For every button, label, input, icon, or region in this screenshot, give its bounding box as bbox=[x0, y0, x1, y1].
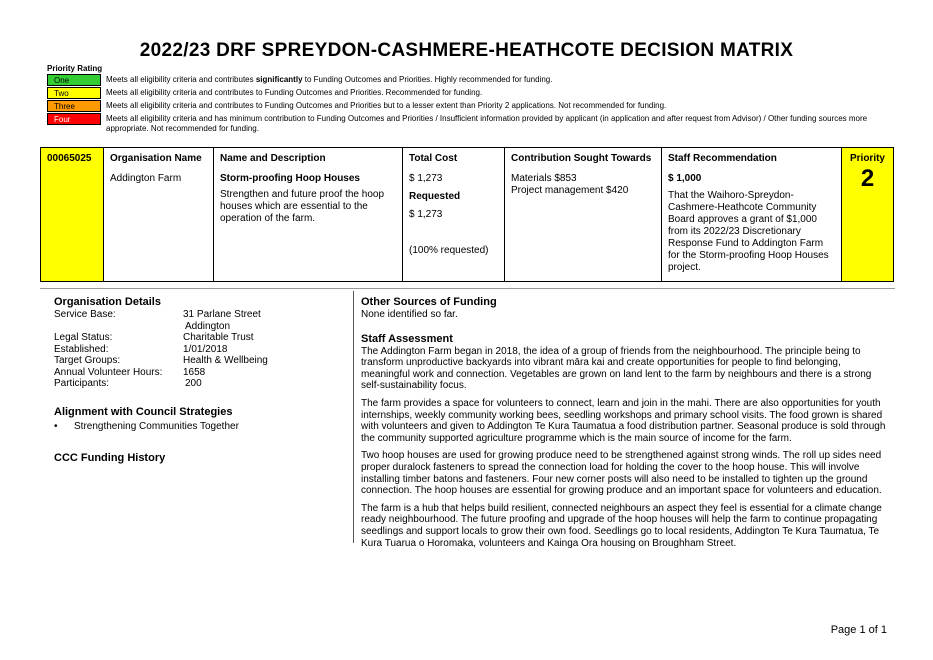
priority-swatch-four: Four bbox=[47, 113, 101, 125]
left-column bbox=[54, 296, 344, 465]
contribution-materials: Materials $853 bbox=[511, 173, 577, 184]
priority-rating-row-two bbox=[47, 87, 877, 100]
detail-row bbox=[54, 378, 344, 390]
detail-key bbox=[54, 321, 183, 333]
priority-swatch-two: Two bbox=[47, 87, 101, 99]
detail-key: Target Groups: bbox=[54, 355, 121, 366]
detail-key: Annual Volunteer Hours: bbox=[54, 366, 163, 378]
staff-assessment-paragraph: The farm is a hub that helps build resilient, connected neighbours an aspect they feel is essential for a climate change ready neighbourhood. The future proofing and upgrade of the hoop houses will help the farm to continue propagating seedlings and support locals to grow their own food. Seedlings go to local residents, Addington Te Kura Taumatua, Te Kura Tuarua o Horomaka, volunteers and Kainga Ora housing on Broughham Street. bbox=[361, 502, 882, 549]
right-column bbox=[361, 296, 891, 555]
staff-recommendation-amount: $ 1,000 bbox=[668, 173, 702, 184]
cost-cell bbox=[403, 148, 505, 282]
detail-row bbox=[54, 332, 344, 344]
detail-value: 1658 bbox=[183, 366, 206, 378]
name-description-header: Name and Description bbox=[220, 153, 326, 164]
detail-row bbox=[54, 321, 344, 333]
section-divider bbox=[40, 288, 895, 289]
staff-assessment-paragraph: The farm provides a space for volunteers to connect, learn and join in the mahi. There are also opportunities for youth internships, weekly community working bees, seedling workshops and primary school visits. The food grown is shared with volunteers and given to Addington Te Kura Taumatua a food distribution partner. Seasonal produce is sold through the community supported agriculture programme which is the main source of income for the farm. bbox=[361, 397, 886, 444]
project-cell bbox=[214, 148, 403, 282]
priority-value: 2 bbox=[860, 165, 875, 192]
contribution-header: Contribution Sought Towards bbox=[511, 153, 652, 164]
page-number: Page 1 of 1 bbox=[830, 624, 887, 636]
detail-row bbox=[54, 367, 344, 379]
staff-assessment-heading: Staff Assessment bbox=[361, 332, 453, 345]
organisation-details-heading: Organisation Details bbox=[54, 296, 161, 308]
detail-key: Participants: bbox=[54, 378, 110, 389]
priority-description-two: Meets all eligibility criteria and contributes to Funding Outcomes and Priorities. Recommended for funding. bbox=[106, 88, 483, 97]
priority-description-four: Meets all eligibility criteria and has minimum contribution to Funding Outcomes and Priorities / Insufficient information provided by applicant (in application and after request from Advisor) / Other funding sources more appropriate. Not recommended for funding. bbox=[106, 114, 868, 133]
priority-header: Priority bbox=[849, 153, 885, 164]
priority-rating-legend bbox=[47, 74, 877, 134]
alignment-heading: Alignment with Council Strategies bbox=[54, 405, 233, 418]
staff-recommendation-header: Staff Recommendation bbox=[668, 153, 777, 164]
detail-value: Addington bbox=[185, 320, 231, 332]
staff-assessment-paragraph: Two hoop houses are used for growing produce need to be strengthened against strong winds. The roll up sides need proper duralock fasteners to spread the connection load for holding the cover to the hoop house. This will involve installing timber batons and fasteners. Four new corner posts will also need to be installed to tighten up the ground connection. The hoop houses are essential for growing produce and an important space for volunteers and education. bbox=[361, 450, 882, 497]
application-id-cell bbox=[41, 148, 104, 282]
requested-label: Requested bbox=[409, 191, 461, 202]
alignment-item bbox=[54, 421, 344, 433]
contribution-cell bbox=[505, 148, 662, 282]
detail-row bbox=[54, 355, 344, 367]
priority-description-three: Meets all eligibility criteria and contributes to Funding Outcomes and Priorities but to a lesser extent than Priority 2 applications. Not recommended for funding. bbox=[106, 101, 667, 110]
priority-rating-row-four bbox=[47, 113, 877, 134]
organisation-details bbox=[54, 309, 344, 390]
staff-recommendation-cell bbox=[662, 148, 842, 282]
page-title: 2022/23 DRF SPREYDON-CASHMERE-HEATHCOTE DECISION MATRIX bbox=[139, 40, 794, 61]
detail-row bbox=[54, 344, 344, 356]
total-cost-value: $ 1,273 bbox=[409, 173, 443, 184]
priority-rating-heading: Priority Rating bbox=[47, 64, 103, 73]
other-sources-text: None identified so far. bbox=[361, 309, 458, 320]
priority-rating-row-three bbox=[47, 100, 877, 113]
detail-key: Established: bbox=[54, 343, 109, 355]
decision-matrix-table bbox=[40, 147, 894, 282]
ccc-funding-history-heading: CCC Funding History bbox=[54, 452, 166, 464]
organisation-name: Addington Farm bbox=[110, 173, 182, 184]
detail-value: Charitable Trust bbox=[183, 332, 254, 343]
detail-value: Health & Wellbeing bbox=[183, 355, 268, 366]
detail-value: 31 Parlane Street bbox=[183, 309, 261, 320]
priority-description-one: Meets all eligibility criteria and contributes significantly to Funding Outcomes and Priorities. Highly recommended for funding. bbox=[106, 75, 553, 84]
detail-key: Service Base: bbox=[54, 309, 116, 320]
staff-recommendation-text: That the Waihoro-Spreydon-Cashmere-Heathcote Community Board approves a grant of $1,000 from its 2022/23 Discretionary Response Fund to Addington Farm for the Storm-proofing Hoop Houses project. bbox=[668, 190, 829, 273]
requested-amount: $ 1,273 bbox=[409, 209, 443, 220]
other-sources-heading: Other Sources of Funding bbox=[361, 296, 497, 308]
detail-row bbox=[54, 309, 344, 321]
column-divider bbox=[353, 291, 354, 543]
detail-key: Legal Status: bbox=[54, 332, 113, 343]
priority-swatch-three: Three bbox=[47, 100, 101, 112]
total-cost-header: Total Cost bbox=[409, 153, 458, 164]
requested-percentage: (100% requested) bbox=[409, 245, 489, 256]
organisation-cell bbox=[104, 148, 214, 282]
detail-value: 1/01/2018 bbox=[183, 343, 228, 355]
decision-matrix-row bbox=[41, 148, 894, 282]
bullet-icon: • bbox=[54, 420, 58, 432]
contribution-project-management: Project management $420 bbox=[511, 185, 629, 196]
detail-value: 200 bbox=[185, 378, 202, 389]
organisation-name-header: Organisation Name bbox=[110, 153, 202, 164]
alignment-item-text: Strengthening Communities Together bbox=[74, 420, 239, 432]
priority-rating-row-one bbox=[47, 74, 877, 87]
application-id: 00065025 bbox=[47, 153, 92, 164]
project-name: Storm-proofing Hoop Houses bbox=[220, 173, 360, 184]
priority-swatch-one: One bbox=[47, 74, 101, 86]
priority-cell bbox=[842, 148, 894, 282]
project-description: Strengthen and future proof the hoop houses which are essential to the operation of the farm. bbox=[220, 189, 385, 224]
staff-assessment-paragraph: The Addington Farm began in 2018, the idea of a group of friends from the neighbourhood. The principle being to transform unproductive backyards into vibrant māra kai and create opportunities for people to find belonging, meaningful work and connection. Vegetables are grown on land lent to the farm by neighbours and there is a strong self-sustainability focus. bbox=[361, 345, 872, 392]
